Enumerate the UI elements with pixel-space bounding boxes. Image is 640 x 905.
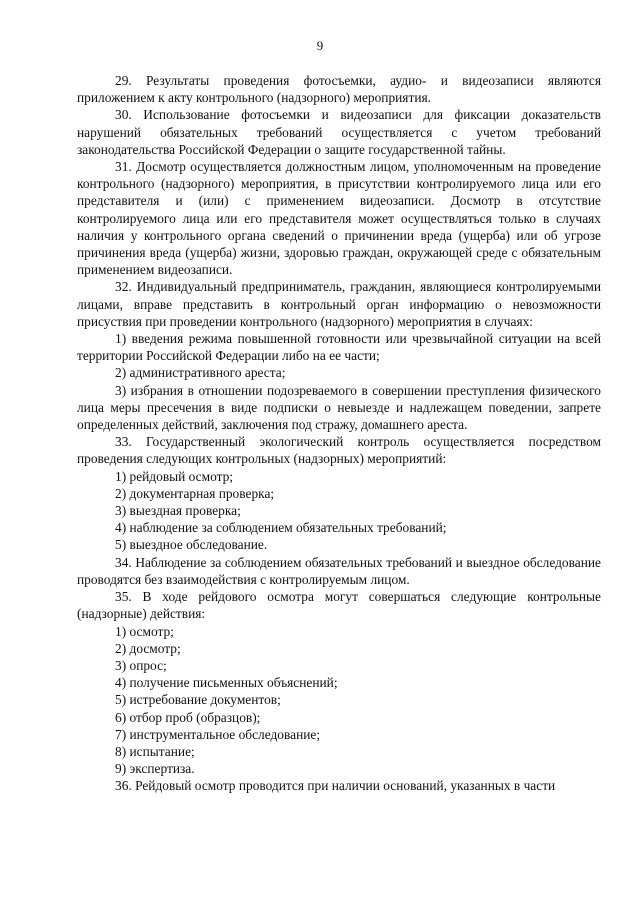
paragraph-31: 31. Досмотр осуществляется должностным лицом, уполномоченным на проведение контрольного (надзорного) мероприятия, в присутствии контролируемого лица или его представителя и (или) с применением видеозаписи. Досмотр в отсутствие контролируемого лица или его представителя может осуществляться только в случаях наличия у контрольного органа сведений о причинении вреда (ущерба) или об угрозе причинения вреда (ущерба) жизни, здоровью граждан, окружающей среде с обязательным применением видеозаписи.: [77, 159, 601, 278]
list-item: 1) введения режима повышенной готовности или чрезвычайной ситуации на всей территории Российской Федерации либо на ее части;: [77, 331, 601, 364]
list-item: 3) избрания в отношении подозреваемого в совершении преступления физического лица меры пресечения в виде подписки о невыезде и надлежащем поведении, запрете определенных действий, заключения под стражу, домашнего ареста.: [77, 382, 601, 433]
paragraph-34: 34. Наблюдение за соблюдением обязательных требований и выездное обследование проводятся без взаимодействия с контролируемым лицом.: [77, 554, 601, 587]
list-item: 2) документарная проверка;: [115, 485, 275, 501]
list-item: 6) отбор проб (образцов);: [115, 709, 261, 725]
list-item: 1) рейдовый осмотр;: [115, 468, 234, 484]
document-body: [77, 72, 601, 795]
list-item: 4) получение письменных объяснений;: [115, 675, 338, 691]
list-item: 9) экспертиза.: [115, 761, 195, 777]
list-item: 2) административного ареста;: [115, 365, 286, 381]
list-item: 1) осмотр;: [115, 623, 174, 639]
list-item: 7) инструментальное обследование;: [115, 726, 321, 742]
list-item: 3) опрос;: [115, 657, 167, 673]
list-item: 8) испытание;: [115, 743, 195, 759]
paragraph-32: 32. Индивидуальный предприниматель, гражданин, являющиеся контролируемыми лицами, вправе представить в контрольный орган информацию о невозможности присуствия при проведении контрольного (надзорного) мероприятия в случаях:: [77, 279, 601, 329]
paragraph-35: 35. В ходе рейдового осмотра могут совершаться следующие контрольные (надзорные) действия:: [77, 589, 601, 622]
list-item: 2) досмотр;: [115, 640, 181, 656]
list-item: 4) наблюдение за соблюдением обязательных требований;: [115, 520, 447, 536]
paragraph-29: 29. Результаты проведения фотосъемки, аудио- и видеозаписи являются приложением к акту контрольного (надзорного) мероприятия.: [77, 73, 601, 106]
list-item: 5) истребование документов;: [115, 692, 281, 708]
list-item: 5) выездное обследование.: [115, 537, 268, 553]
paragraph-30: 30. Использование фотосъемки и видеозаписи для фиксации доказательств нарушений обязательных требований осуществляется с учетом требований законодательства Российской Федерации о защите государственной тайны.: [77, 107, 601, 157]
paragraph-36: 36. Рейдовый осмотр проводится при наличии оснований, указанных в части: [115, 778, 556, 794]
list-item: 3) выездная проверка;: [115, 503, 241, 519]
page-number: 9: [316, 38, 324, 53]
paragraph-33: 33. Государственный экологический контроль осуществляется посредством проведения следующих контрольных (надзорных) мероприятий:: [77, 434, 601, 467]
